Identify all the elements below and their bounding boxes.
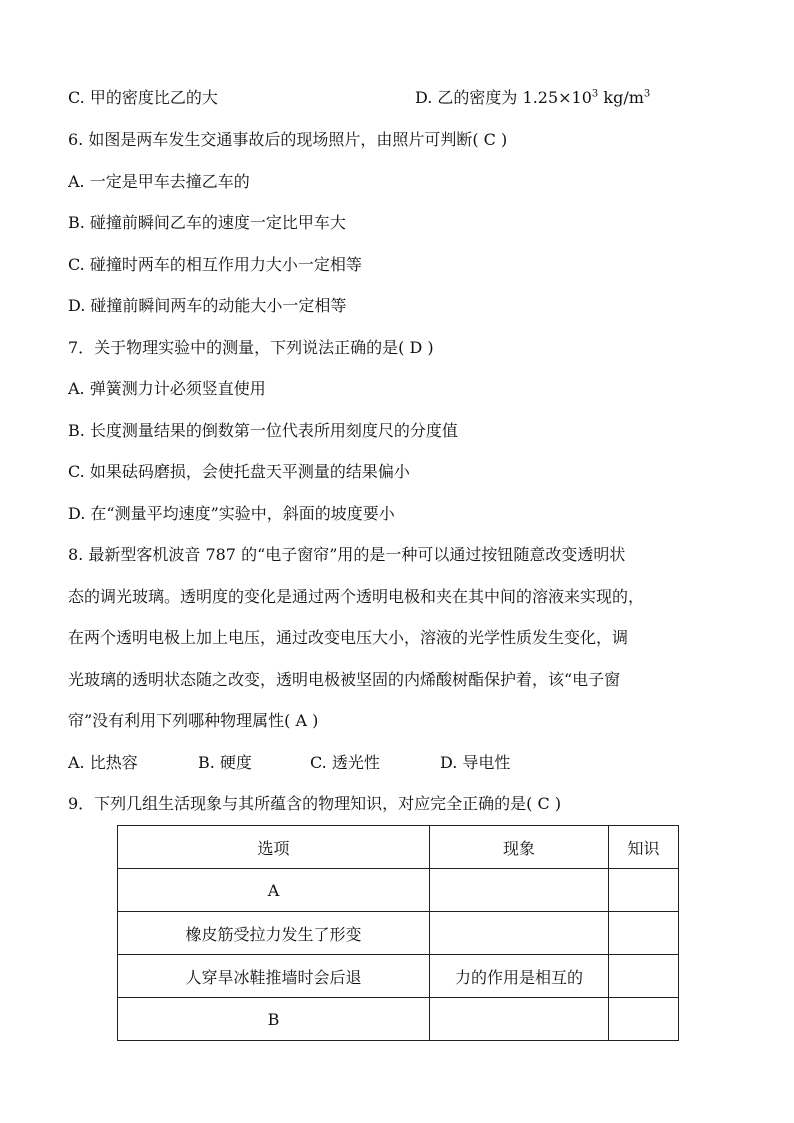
q6-option-a: A. 一定是甲车去撞乙车的 bbox=[68, 172, 250, 191]
table-cell bbox=[609, 869, 679, 912]
table-row bbox=[118, 955, 679, 998]
q6-option-c: C. 碰撞时两车的相互作用力大小一定相等 bbox=[68, 255, 362, 274]
table-cell bbox=[609, 998, 679, 1041]
q7-option-a: A. 弹簧测力计必须竖直使用 bbox=[68, 379, 266, 398]
q6-option-d: D. 碰撞前瞬间两车的动能大小一定相等 bbox=[68, 296, 347, 315]
table-cell bbox=[430, 998, 609, 1041]
table-header-cell: 知识 bbox=[609, 826, 679, 869]
q7-option-c: C. 如果砝码磨损，会使托盘天平测量的结果偏小 bbox=[68, 462, 410, 481]
q9-table bbox=[117, 825, 679, 1041]
table-cell: B bbox=[118, 998, 430, 1041]
q8-stem-line-4: 光玻璃的透明状态随之改变，透明电极被坚固的内烯酸树酯保护着，该“电子窗 bbox=[68, 670, 621, 689]
q9-stem: 9．下列几组生活现象与其所蕴含的物理知识，对应完全正确的是( C ) bbox=[68, 794, 562, 813]
table-header-cell: 现象 bbox=[430, 826, 609, 869]
q7-option-d: D. 在“测量平均速度”实验中，斜面的坡度要小 bbox=[68, 504, 395, 523]
table-cell: 力的作用是相互的 bbox=[430, 955, 609, 998]
table-cell bbox=[430, 912, 609, 955]
q8-stem-line-5: 帘”没有利用下列哪种物理属性( A ) bbox=[68, 711, 319, 730]
table-cell: 人穿旱冰鞋推墙时会后退 bbox=[118, 955, 430, 998]
q8-option-d: D. 导电性 bbox=[440, 753, 511, 772]
table-cell: 橡皮筋受拉力发生了形变 bbox=[118, 912, 430, 955]
table-row bbox=[118, 998, 679, 1041]
table-cell bbox=[430, 869, 609, 912]
table-header-cell: 选项 bbox=[118, 826, 430, 869]
q5-options-row bbox=[68, 88, 651, 108]
q7-option-b: B. 长度测量结果的倒数第一位代表所用刻度尺的分度值 bbox=[68, 421, 458, 440]
q5-option-c: C. 甲的密度比乙的大 bbox=[68, 88, 218, 107]
table-cell bbox=[609, 955, 679, 998]
q8-option-a: A. 比热容 bbox=[68, 753, 138, 772]
q8-stem-line-3: 在两个透明电极上加上电压，通过改变电压大小，溶液的光学性质发生变化，调 bbox=[68, 628, 629, 647]
table-cell: A bbox=[118, 869, 430, 912]
q8-stem-line-1: 8. 最新型客机波音 787 的“电子窗帘”用的是一种可以通过按钮随意改变透明状 bbox=[68, 545, 626, 564]
q8-option-c: C. 透光性 bbox=[310, 753, 380, 772]
q7-stem: 7．关于物理实验中的测量，下列说法正确的是( D ) bbox=[68, 338, 434, 357]
q6-option-b: B. 碰撞前瞬间乙车的速度一定比甲车大 bbox=[68, 213, 346, 232]
q6-stem: 6. 如图是两车发生交通事故后的现场照片，由照片可判断( C ) bbox=[68, 130, 508, 149]
q8-option-b: B. 硬度 bbox=[198, 753, 252, 772]
table-cell bbox=[609, 912, 679, 955]
table-header-row bbox=[118, 826, 679, 869]
table-row bbox=[118, 869, 679, 912]
table-row bbox=[118, 912, 679, 955]
q8-options-row bbox=[68, 753, 510, 773]
q8-stem-line-2: 态的调光玻璃。透明度的变化是通过两个透明电极和夹在其中间的溶液来实现的， bbox=[68, 587, 645, 606]
q5-option-d: D. 乙的密度为 $1.25\times 10^3$ $kg/m^3$ bbox=[415, 88, 651, 107]
